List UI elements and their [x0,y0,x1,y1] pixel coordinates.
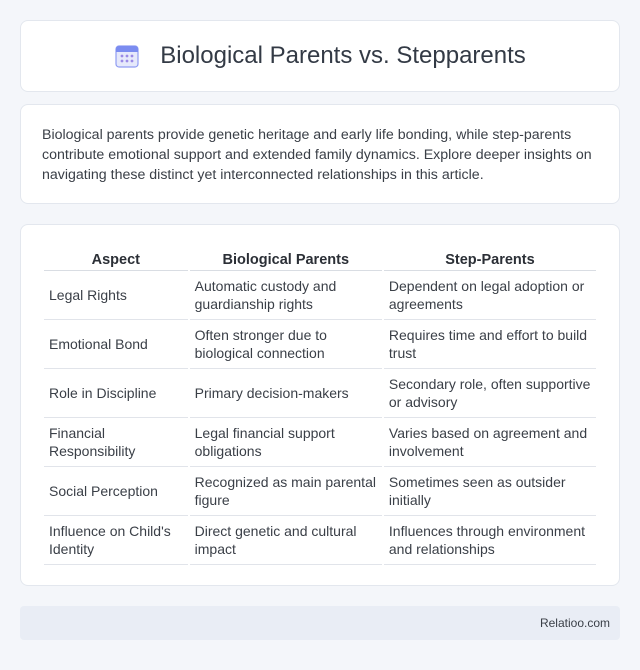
table-row [44,418,596,467]
intro-paragraph: Biological parents provide genetic heritage and early life bonding, while step-parents contribute emotional support and extended family dynamics. Explore deeper insights on navigating these distinct yet interconnected relationships in this article. [42,127,592,183]
page-title: Biological Parents vs. Stepparents [160,42,526,69]
cell-biological: Often stronger due to biological connection [190,320,382,369]
table-row [44,320,596,369]
cell-step: Requires time and effort to build trust [384,320,596,369]
cell-aspect: Emotional Bond [44,320,188,369]
intro-card [20,104,620,204]
table-row [44,516,596,565]
cell-biological: Direct genetic and cultural impact [190,516,382,565]
cell-step: Dependent on legal adoption or agreements [384,271,596,320]
comparison-table-card [20,224,620,586]
cell-biological: Primary decision-makers [190,369,382,418]
cell-biological: Legal financial support obligations [190,418,382,467]
cell-aspect: Financial Responsibility [44,418,188,467]
footer [20,606,620,640]
footer-brand[interactable]: Relatioo.com [539,616,610,630]
cell-aspect: Role in Discipline [44,369,188,418]
cell-biological: Automatic custody and guardianship rights [190,271,382,320]
cell-step: Secondary role, often supportive or advisory [384,369,596,418]
table-row [44,369,596,418]
column-header-biological-parents: Biological Parents [190,245,382,271]
cell-aspect: Legal Rights [44,271,188,320]
column-header-aspect: Aspect [44,245,188,271]
title-card [20,20,620,92]
cell-step: Varies based on agreement and involvement [384,418,596,467]
table-header-row [44,245,596,271]
column-header-step-parents: Step-Parents [384,245,596,271]
calendar-icon [114,43,140,69]
table-row [44,271,596,320]
cell-step: Sometimes seen as outsider initially [384,467,596,516]
cell-step: Influences through environment and relationships [384,516,596,565]
table-row [44,467,596,516]
cell-aspect: Influence on Child's Identity [44,516,188,565]
cell-biological: Recognized as main parental figure [190,467,382,516]
comparison-table [42,245,598,565]
cell-aspect: Social Perception [44,467,188,516]
